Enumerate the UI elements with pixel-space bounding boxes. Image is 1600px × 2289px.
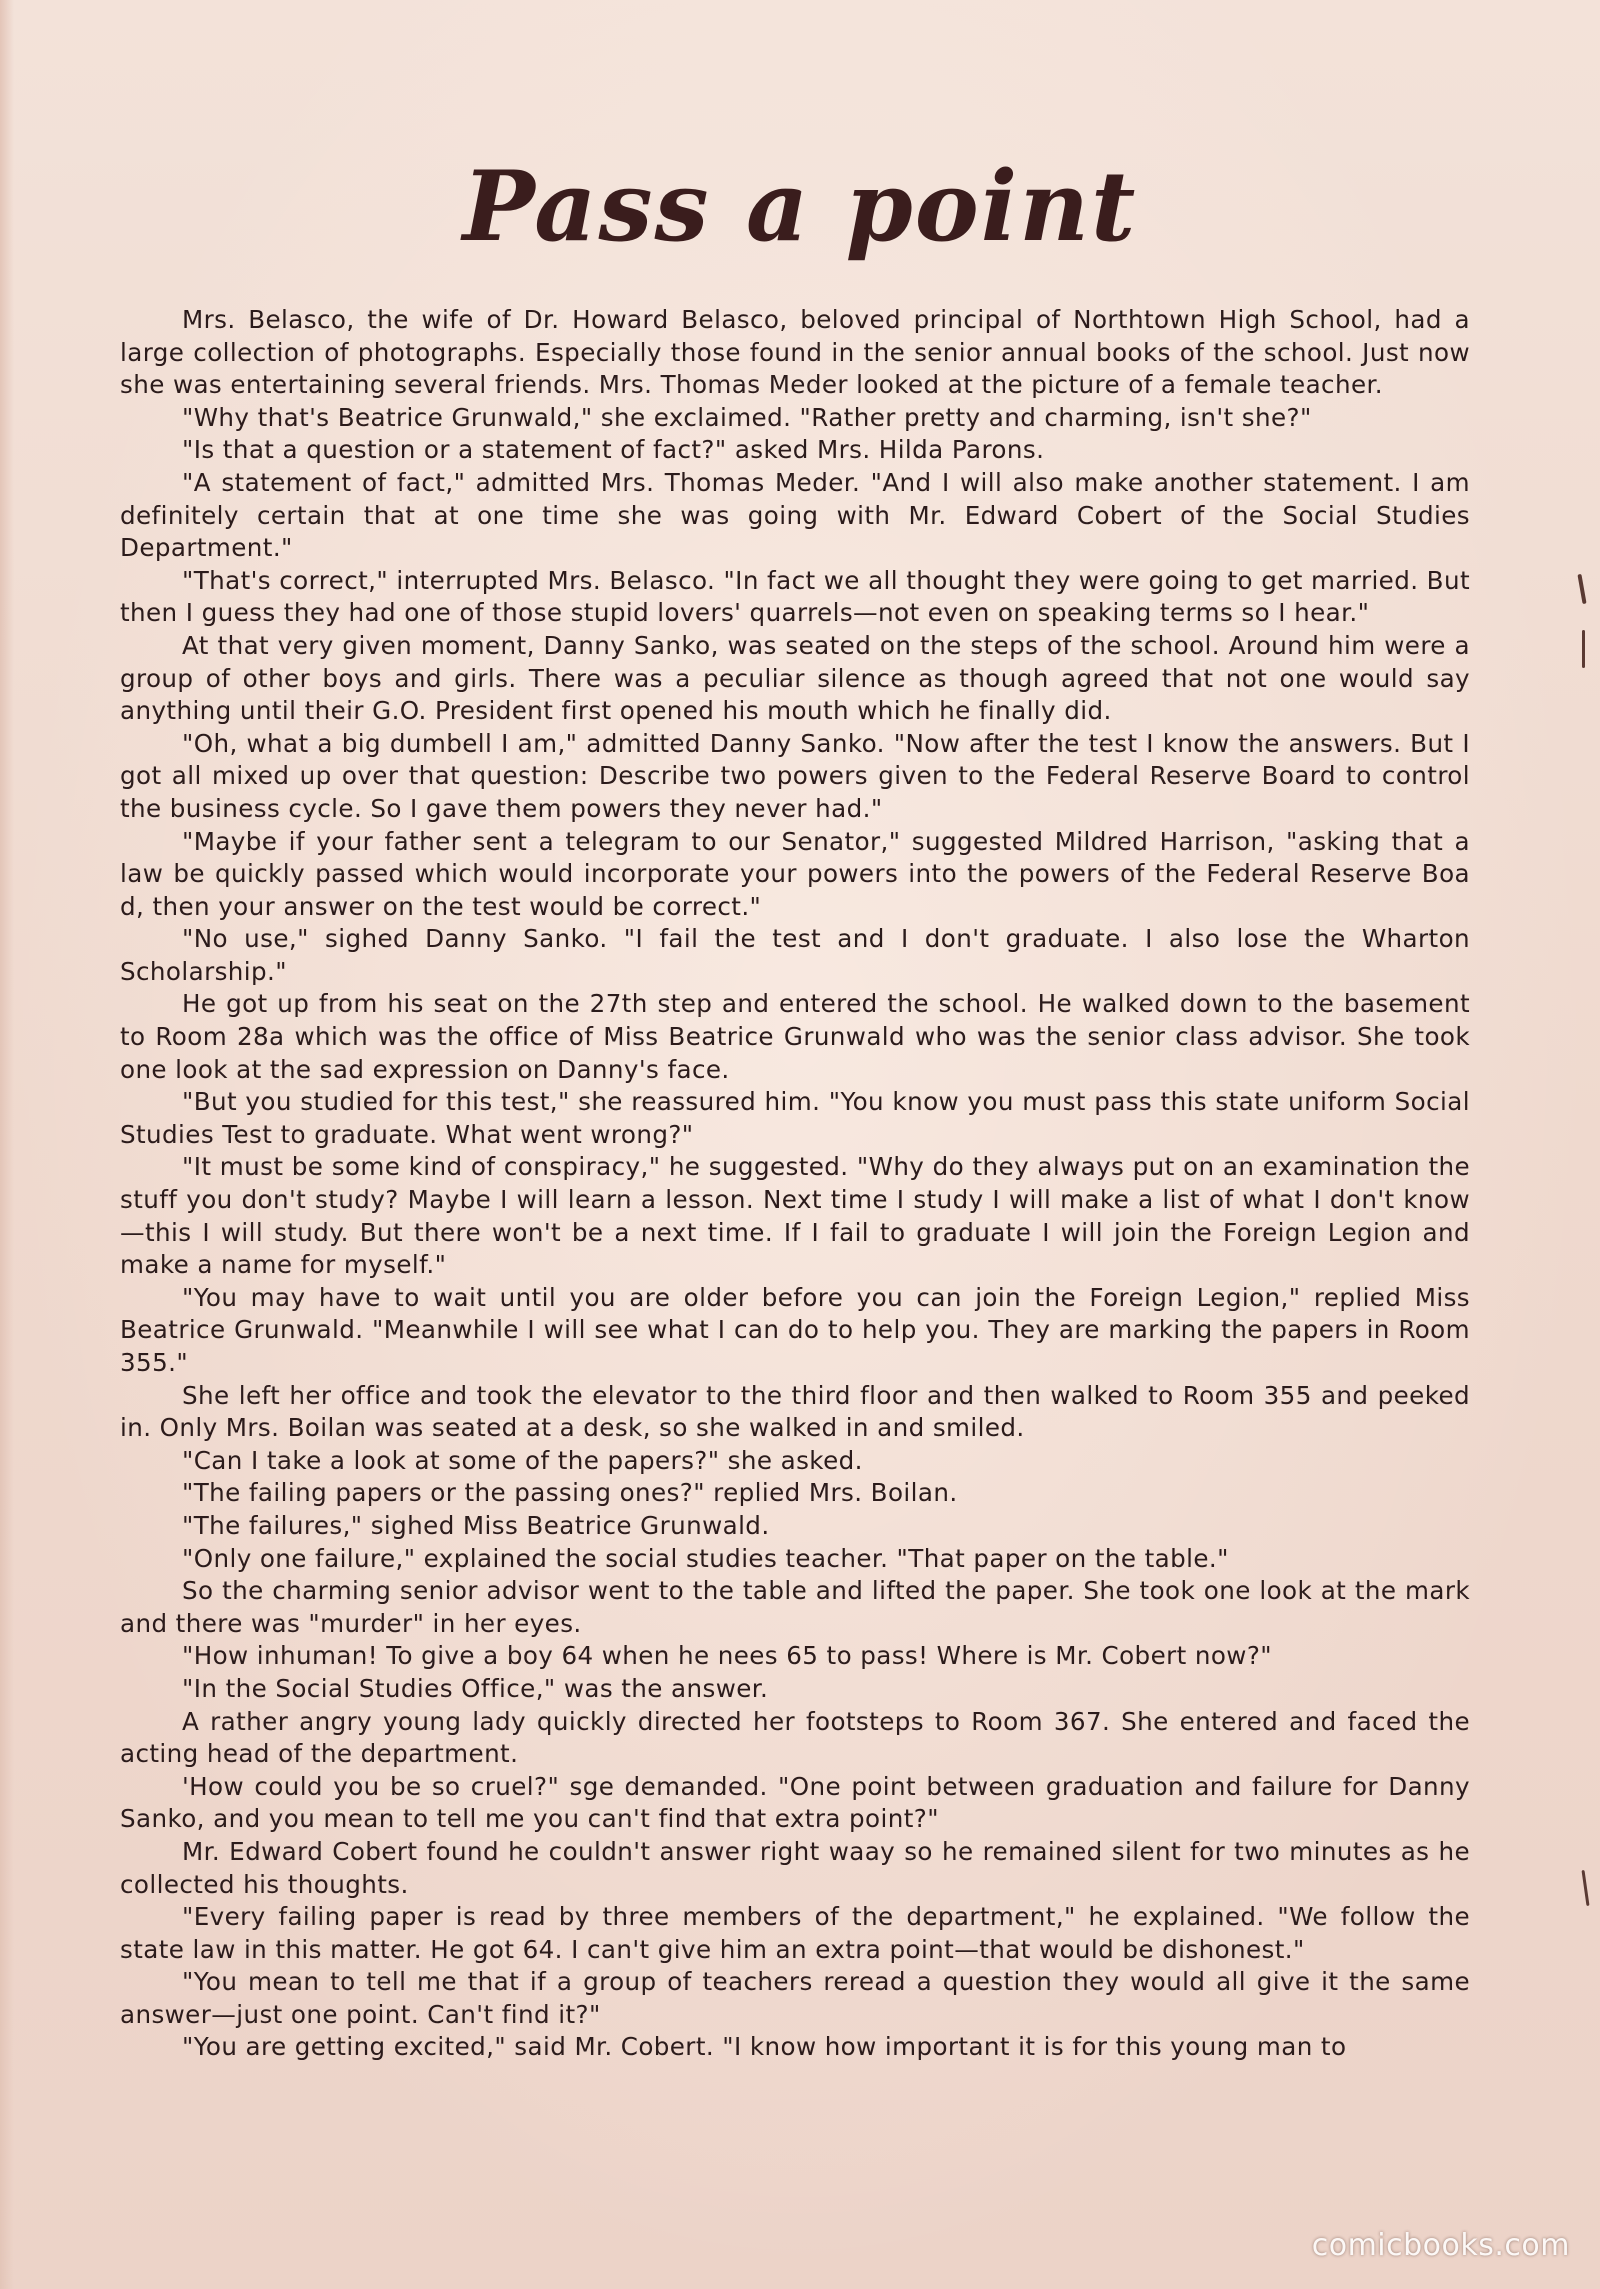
story-paragraph: She left her office and took the elevator to the third floor and then walked to Room 355 and peeked in. Only Mrs. Boilan was seated at a desk, so she walked in and smiled. xyxy=(120,1380,1470,1443)
story-paragraph: "How inhuman! To give a boy 64 when he nees 65 to pass! Where is Mr. Cobert now?" xyxy=(182,1641,1272,1671)
story-paragraph: "Only one failure," explained the social studies teacher. "That paper on the table." xyxy=(182,1543,1229,1573)
story-paragraph: "A statement of fact," admitted Mrs. Thomas Meder. "And I will also make another statement. I am definitely certain that at one time she was going with Mr. Edward Cobert of the Social Studies Department." xyxy=(120,467,1470,563)
story-paragraph: "Why that's Beatrice Grunwald," she exclaimed. "Rather pretty and charming, isn't she?" xyxy=(182,402,1312,432)
story-paragraph: Mr. Edward Cobert found he couldn't answer right waay so he remained silent for two minutes as he collected his thoughts. xyxy=(120,1836,1470,1899)
staple-mark xyxy=(1582,630,1585,668)
story-body xyxy=(120,304,1470,2064)
story-paragraph: "The failures," sighed Miss Beatrice Grunwald. xyxy=(182,1510,770,1540)
story-paragraph: A rather angry young lady quickly directed her footsteps to Room 367. She entered and faced the acting head of the department. xyxy=(120,1706,1470,1769)
story-paragraph: He got up from his seat on the 27th step and entered the school. He walked down to the basement to Room 28a which was the office of Miss Beatrice Grunwald who was the senior class advisor. She took one look at the sad expression on Danny's face. xyxy=(120,989,1470,1084)
story-paragraph: "That's correct," interrupted Mrs. Belasco. "In fact we all thought they were going to get married. But then I guess they had one of those stupid lovers' quarrels—not even on speaking terms so I hear." xyxy=(120,565,1470,628)
story-paragraph: "You mean to tell me that if a group of teachers reread a question they would all give it the same answer—just one point. Can't find it?" xyxy=(120,1967,1470,2029)
story-paragraph: "You may have to wait until you are older before you can join the Foreign Legion," replied Miss Beatrice Grunwald. "Meanwhile I will see what I can do to help you. They are marking the papers in Room 355." xyxy=(120,1282,1470,1377)
story-paragraph: "But you studied for this test," she reassured him. "You know you must pass this state uniform Social Studies Test to graduate. What went wrong?" xyxy=(120,1087,1470,1149)
story-title: Pass a point xyxy=(462,150,1138,263)
site-watermark: comicbooks.com xyxy=(1311,2228,1570,2263)
story-paragraph: "You are getting excited," said Mr. Cobert. "I know how important it is for this young man to xyxy=(182,2032,1347,2062)
story-paragraph: "It must be some kind of conspiracy," he suggested. "Why do they always put on an examination the stuff you don't study? Maybe I will learn a lesson. Next time I study I will make a list of what I don't know—this I will study. But there won't be a next time. If I fail to graduate I will join the Foreign Legion and make a name for myself." xyxy=(120,1152,1470,1280)
story-paragraph: "The failing papers or the passing ones?" replied Mrs. Boilan. xyxy=(182,1478,958,1508)
story-paragraph: 'How could you be so cruel?" sge demanded. "One point between graduation and failure for Danny Sanko, and you mean to tell me you can't find that extra point?" xyxy=(120,1771,1470,1834)
story-paragraph: "Oh, what a big dumbell I am," admitted Danny Sanko. "Now after the test I know the answers. But I got all mixed up over that question: Describe two powers given to the Federal Reserve Board to control the business cycle. So I gave them powers they never had." xyxy=(120,728,1470,823)
story-paragraph: Mrs. Belasco, the wife of Dr. Howard Belasco, beloved principal of Northtown High School, had a large collection of photographs. Especially those found in the senior annual books of the school. Just now she was entertaining several friends. Mrs. Thomas Meder looked at the picture of a female teacher. xyxy=(120,305,1470,400)
story-paragraph: "Can I take a look at some of the papers?" she asked. xyxy=(182,1445,863,1475)
staple-mark xyxy=(1577,574,1586,604)
page-spine-shadow xyxy=(0,0,14,2289)
story-paragraph: "Every failing paper is read by three members of the department," he explained. "We follow the state law in this matter. He got 64. I can't give him an extra point—that would be dishonest." xyxy=(120,1902,1470,1964)
story-paragraph: "Maybe if your father sent a telegram to our Senator," suggested Mildred Harrison, "asking that a law be quickly passed which would incorporate your powers into the powers of the Federal Reserve Boa d, then your answer on the test would be correct." xyxy=(120,826,1470,921)
story-paragraph: "In the Social Studies Office," was the answer. xyxy=(182,1673,769,1703)
story-paragraph: "No use," sighed Danny Sanko. "I fail the test and I don't graduate. I also lose the Wharton Scholarship." xyxy=(120,924,1470,986)
story-paragraph: At that very given moment, Danny Sanko, was seated on the steps of the school. Around him were a group of other boys and girls. There was a peculiar silence as though agreed that not one would say anything until their G.O. President first opened his mouth which he finally did. xyxy=(120,630,1470,726)
staple-mark xyxy=(1582,1870,1590,1906)
story-paragraph: So the charming senior advisor went to the table and lifted the paper. She took one look at the mark and there was "murder" in her eyes. xyxy=(120,1576,1470,1638)
story-paragraph: "Is that a question or a statement of fact?" asked Mrs. Hilda Parons. xyxy=(182,435,1045,465)
